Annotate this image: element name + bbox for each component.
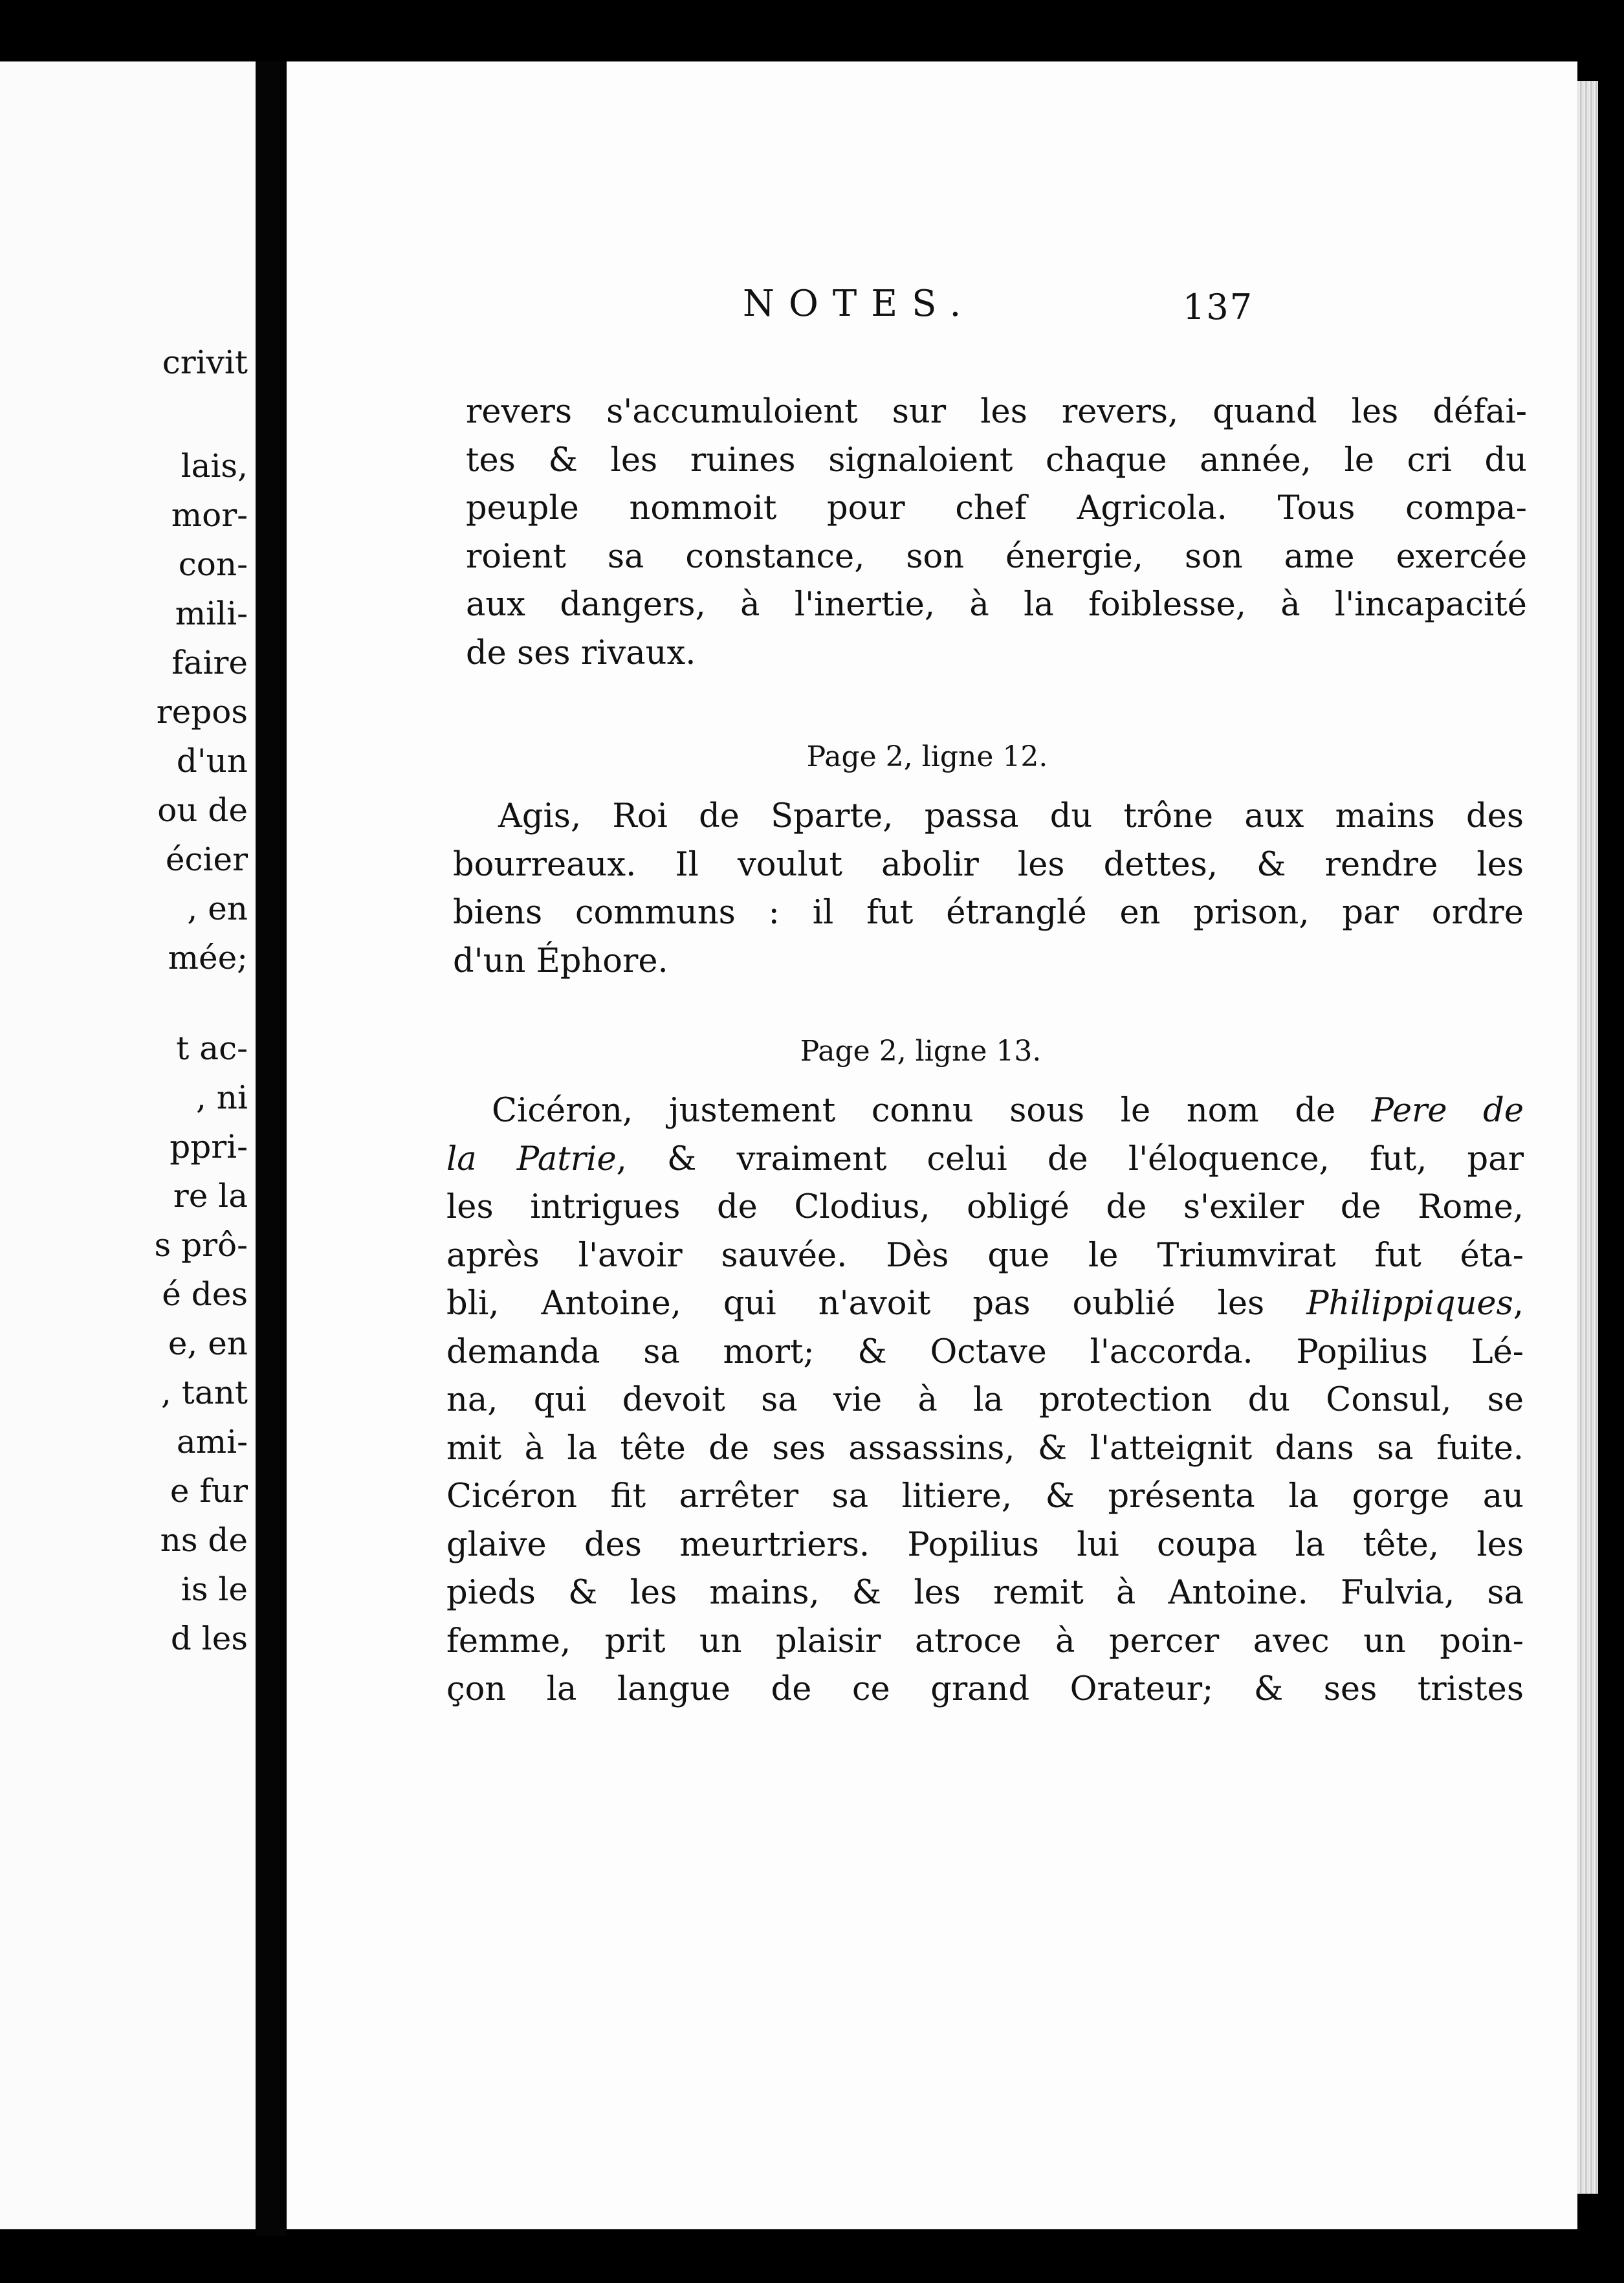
left-page-fragment: ns de bbox=[160, 1521, 248, 1559]
text-line: demanda sa mort; & Octave l'accorda. Popilius Lé- bbox=[446, 1332, 1524, 1371]
left-page-fragment: mili- bbox=[175, 595, 248, 632]
left-page-fragment: é des bbox=[162, 1275, 248, 1313]
paragraph-continuation bbox=[466, 388, 1527, 678]
text-line: roient sa constance, son énergie, son ame exercée bbox=[466, 537, 1527, 576]
text-line bbox=[446, 1087, 1524, 1136]
text-line: pieds & les mains, & les remit à Antoine. Fulvia, sa bbox=[446, 1574, 1524, 1612]
text-line: après l'avoir sauvée. Dès que le Triumvirat fut éta- bbox=[446, 1236, 1524, 1275]
left-page-fragment: ami- bbox=[176, 1423, 248, 1461]
left-facing-page bbox=[0, 61, 256, 2229]
left-page-fragment: con- bbox=[178, 546, 248, 583]
left-page-fragment: , tant bbox=[161, 1374, 248, 1411]
text-line bbox=[446, 1280, 1524, 1329]
text-line: femme, prit un plaisir atroce à percer avec un poin- bbox=[446, 1622, 1524, 1660]
italic-text: Philippiques bbox=[1306, 1285, 1513, 1323]
left-page-fragment: mor- bbox=[171, 496, 248, 534]
text-line: çon la langue de ce grand Orateur; & ses tristes bbox=[446, 1670, 1524, 1708]
text-line: revers s'accumuloient sur les revers, quand les défai- bbox=[466, 393, 1527, 431]
paragraph-ciceron bbox=[446, 1087, 1524, 1714]
text-line: les intrigues de Clodius, obligé de s'exiler de Rome, bbox=[446, 1188, 1524, 1226]
left-page-fragment: lais, bbox=[181, 447, 248, 485]
text-segment: Cicéron, justement connu sous le nom de bbox=[492, 1092, 1372, 1130]
running-title: NOTES. bbox=[743, 283, 976, 325]
text-line: peuple nommoit pour chef Agricola. Tous compa- bbox=[466, 489, 1527, 527]
left-page-fragment: ou de bbox=[157, 791, 248, 829]
right-page bbox=[287, 61, 1577, 2229]
left-page-fragment: is le bbox=[181, 1571, 248, 1608]
text-segment: , bbox=[1513, 1285, 1524, 1323]
left-page-fragment: crivit bbox=[162, 344, 248, 381]
text-line bbox=[446, 1136, 1524, 1184]
paragraph-agis bbox=[453, 793, 1524, 986]
left-page-fragment: , ni bbox=[196, 1079, 248, 1116]
page-gutter bbox=[256, 61, 287, 2236]
text-line: d'un Éphore. bbox=[453, 942, 668, 980]
text-segment: bli, Antoine, qui n'avoit pas oublié les bbox=[446, 1285, 1307, 1323]
left-page-fragment: s prô- bbox=[154, 1226, 248, 1264]
left-page-fragment: re la bbox=[173, 1177, 248, 1215]
left-page-fragment: , en bbox=[187, 890, 248, 927]
page-number: 137 bbox=[1183, 287, 1254, 327]
text-line: Cicéron fit arrêter sa litiere, & présenta la gorge au bbox=[446, 1477, 1524, 1516]
left-page-fragment: d les bbox=[170, 1620, 248, 1657]
text-segment: , & vraiment celui de l'éloquence, fut, par bbox=[616, 1140, 1524, 1178]
left-page-fragment: repos bbox=[156, 693, 248, 731]
left-page-fragment: faire bbox=[171, 644, 248, 681]
left-page-fragment: écier bbox=[165, 841, 248, 878]
left-page-fragment: e fur bbox=[170, 1472, 248, 1510]
left-page-fragment: d'un bbox=[176, 742, 248, 780]
italic-text: Pere de bbox=[1371, 1092, 1524, 1130]
note-heading: Page 2, ligne 13. bbox=[800, 1035, 1042, 1068]
left-page-fragment: mée; bbox=[168, 939, 248, 976]
page-edge bbox=[1577, 81, 1598, 2194]
text-line: Agis, Roi de Sparte, passa du trône aux mains des bbox=[498, 797, 1524, 835]
text-line: glaive des meurtriers. Popilius lui coupa la tête, les bbox=[446, 1525, 1524, 1564]
text-line: mit à la tête de ses assassins, & l'atteignit dans sa fuite. bbox=[446, 1429, 1524, 1468]
text-line: biens communs : il fut étranglé en prison, par ordre bbox=[453, 894, 1524, 932]
left-page-fragment: ppri- bbox=[170, 1128, 248, 1165]
text-line: aux dangers, à l'inertie, à la foiblesse, à l'incapacité bbox=[466, 586, 1527, 624]
text-line: bourreaux. Il voulut abolir les dettes, & rendre les bbox=[453, 845, 1524, 884]
note-heading: Page 2, ligne 12. bbox=[806, 740, 1048, 773]
left-page-fragment: e, en bbox=[168, 1325, 248, 1362]
text-line: tes & les ruines signaloient chaque année, le cri du bbox=[466, 441, 1527, 480]
text-line: de ses rivaux. bbox=[466, 634, 696, 672]
italic-text: la Patrie bbox=[446, 1140, 617, 1178]
left-page-fragment: t ac- bbox=[176, 1030, 248, 1067]
text-line: na, qui devoit sa vie à la protection du Consul, se bbox=[446, 1381, 1524, 1419]
